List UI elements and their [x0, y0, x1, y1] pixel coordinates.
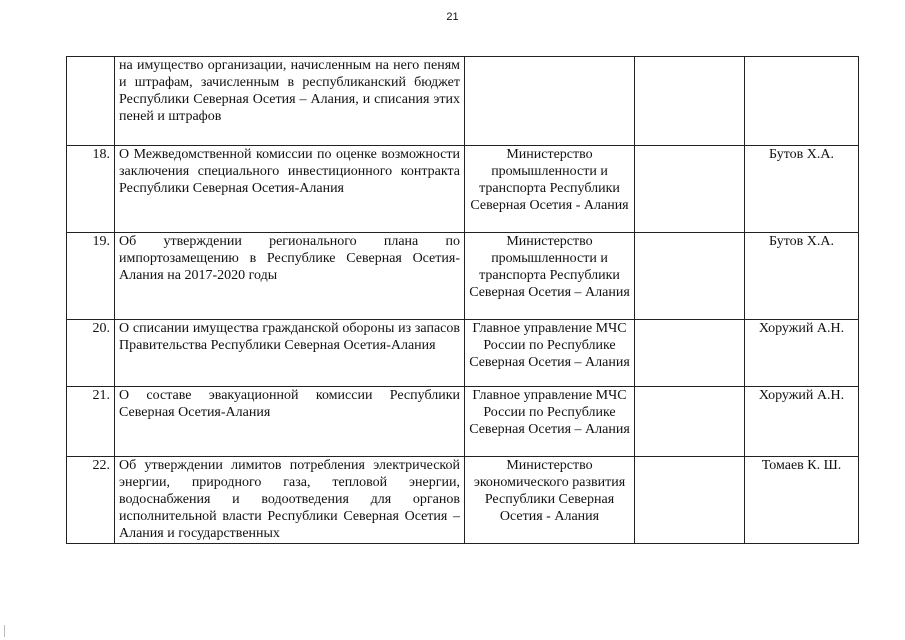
- row-responsible: [465, 57, 635, 146]
- row-person: Бутов Х.А.: [745, 146, 859, 233]
- table-row: [67, 457, 859, 544]
- page-number: 21: [446, 11, 459, 23]
- table-row: [67, 233, 859, 320]
- row-responsible: Главное управление МЧС России по Республике Северная Осетия – Алания: [465, 387, 635, 457]
- row-number: 18.: [67, 146, 115, 233]
- row-responsible: Министерство промышленности и транспорта Республики Северная Осетия - Алания: [465, 146, 635, 233]
- row-number: 22.: [67, 457, 115, 544]
- row-person: Бутов Х.А.: [745, 233, 859, 320]
- row-responsible: Министерство экономического развития Республики Северная Осетия - Алания: [465, 457, 635, 544]
- row-person: Хоружий А.Н.: [745, 320, 859, 387]
- row-responsible: Министерство промышленности и транспорта Республики Северная Осетия – Алания: [465, 233, 635, 320]
- row-deadline: [635, 457, 745, 544]
- row-number: 21.: [67, 387, 115, 457]
- row-deadline: [635, 57, 745, 146]
- row-title: О составе эвакуационной комиссии Республики Северная Осетия-Алания: [115, 387, 465, 457]
- row-number: 20.: [67, 320, 115, 387]
- row-person: Томаев К. Ш.: [745, 457, 859, 544]
- row-title: Об утверждении регионального плана по импортозамещению в Республике Северная Осетия-Алания на 2017-2020 годы: [115, 233, 465, 320]
- row-title: Об утверждении лимитов потребления электрической энергии, природного газа, тепловой энергии, водоснабжения и водоотведения для органов исполнительной власти Республики Северная Осетия – Алания и государственных: [115, 457, 465, 544]
- row-person: [745, 57, 859, 146]
- row-deadline: [635, 233, 745, 320]
- row-title: на имущество организации, начисленным на него пеням и штрафам, зачисленным в республиканский бюджет Республики Северная Осетия – Алания, и списания этих пеней и штрафов: [115, 57, 465, 146]
- table-row: [67, 387, 859, 457]
- row-deadline: [635, 387, 745, 457]
- row-title: О списании имущества гражданской обороны из запасов Правительства Республики Северная Осетия-Алания: [115, 320, 465, 387]
- table-row: [67, 320, 859, 387]
- row-deadline: [635, 146, 745, 233]
- row-title: О Межведомственной комиссии по оценке возможности заключения специального инвестиционного контракта Республики Северная Осетия-Алания: [115, 146, 465, 233]
- table-row: [67, 146, 859, 233]
- row-person: Хоружий А.Н.: [745, 387, 859, 457]
- row-responsible: Главное управление МЧС России по Республике Северная Осетия – Алания: [465, 320, 635, 387]
- row-deadline: [635, 320, 745, 387]
- scan-artifact: [4, 625, 5, 637]
- table-row: [67, 57, 859, 146]
- plan-table: [66, 56, 859, 544]
- row-number: 19.: [67, 233, 115, 320]
- row-number: [67, 57, 115, 146]
